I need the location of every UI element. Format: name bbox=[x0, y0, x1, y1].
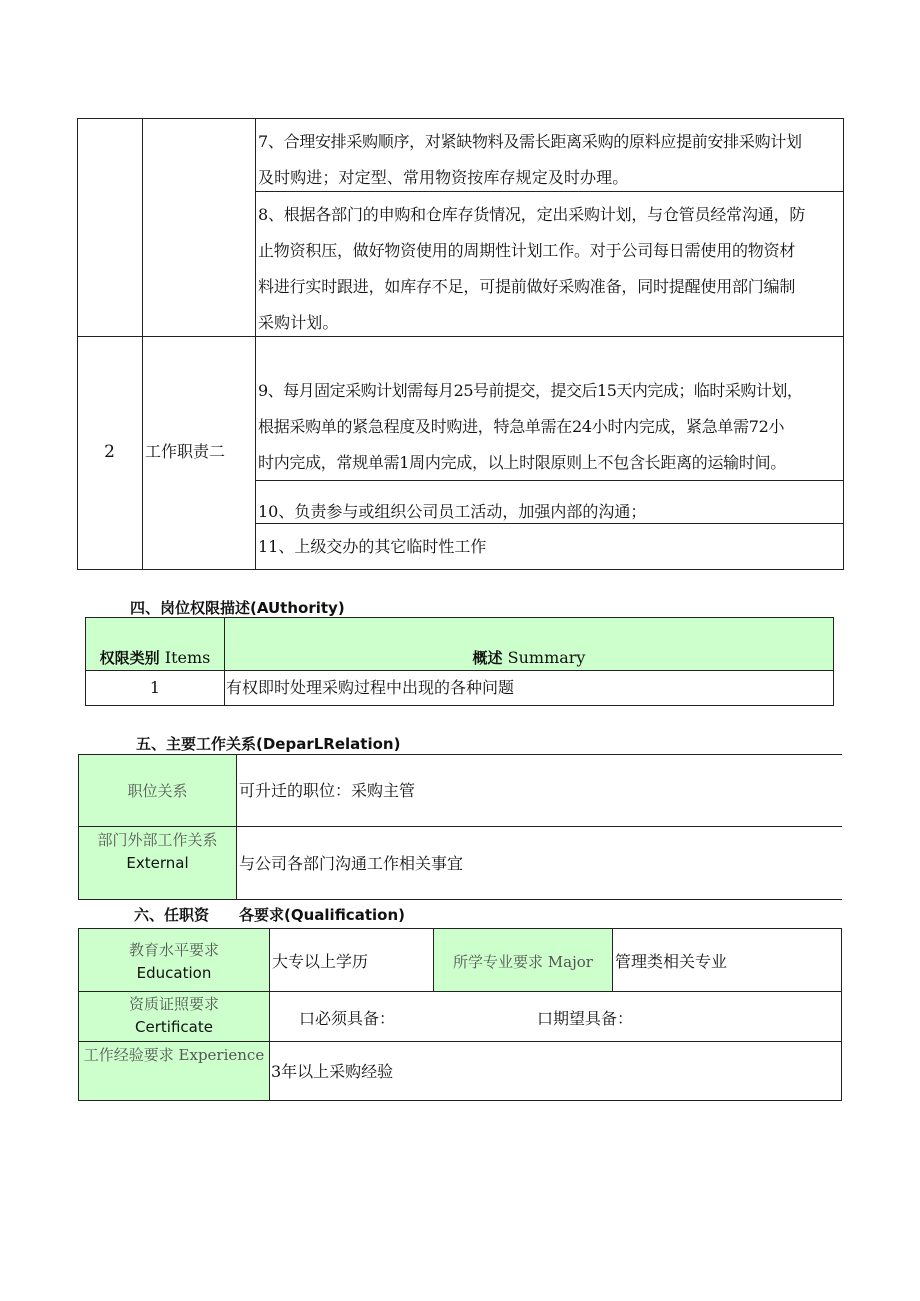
relation-label-external-en: External bbox=[126, 854, 189, 872]
duty-item-11: 11、上级交办的其它临时性工作 bbox=[258, 537, 487, 556]
education-label-cn: 教育水平要求 bbox=[128, 941, 219, 959]
authority-col-items: 权限类别 Items bbox=[99, 648, 211, 667]
authority-heading: 四、岗位权限描述(AUthority) bbox=[130, 599, 345, 617]
duty-item-10: 10、负责参与或组织公司员工活动，加强内部的沟通； bbox=[258, 502, 647, 521]
certificate-label-cn: 资质证照要求 bbox=[128, 995, 219, 1013]
authority-row-summary: 有权即时处理采购过程中出现的各种问题 bbox=[226, 678, 515, 697]
relations-heading: 五、主要工作关系(DeparLRelation) bbox=[136, 735, 401, 753]
duty-line: 8、根据各部门的申购和仓库存货情况，定出采购计划，与仓管员经常沟通，防 bbox=[258, 205, 806, 224]
duty-item-9 bbox=[258, 373, 844, 481]
qualification-heading-right: 各要求(Qualification) bbox=[239, 906, 405, 924]
row-category: 工作职责二 bbox=[145, 442, 226, 461]
duty-item-7 bbox=[258, 124, 844, 196]
qualification-heading-left: 六、任职资 bbox=[134, 906, 210, 924]
duty-line: 9、每月固定采购计划需每月25号前提交，提交后15天内完成；临时采购计划， bbox=[258, 381, 803, 400]
experience-label: 工作经验要求 Experience bbox=[83, 1046, 265, 1064]
authority-row-index: 1 bbox=[149, 678, 161, 697]
duty-line: 料进行实时跟进，如库存不足，可提前做好采购准备，同时提醒使用部门编制 bbox=[258, 277, 796, 296]
relation-value-external: 与公司各部门沟通工作相关事宜 bbox=[239, 854, 464, 873]
relation-value-position: 可升迁的职位：采购主管 bbox=[239, 781, 416, 800]
experience-value: 3年以上采购经验 bbox=[271, 1062, 394, 1081]
major-label: 所学专业要求 Major bbox=[453, 953, 593, 971]
relation-label-position: 职位关系 bbox=[127, 782, 188, 800]
certificate-required: 口必须具备： bbox=[299, 1009, 396, 1028]
education-value: 大专以上学历 bbox=[272, 952, 369, 971]
authority-col-summary: 概述 Summary bbox=[472, 648, 586, 667]
major-value: 管理类相关专业 bbox=[615, 952, 728, 971]
certificate-expected: 口期望具备： bbox=[537, 1009, 634, 1028]
row-number: 2 bbox=[104, 442, 115, 462]
duty-line: 根据采购单的紧急程度及时购进，特急单需在24小时内完成，紧急单需72小 bbox=[258, 417, 785, 436]
certificate-label-en: Certificate bbox=[135, 1018, 213, 1036]
duty-item-8 bbox=[258, 197, 844, 341]
duty-line: 7、合理安排采购顺序，对紧缺物料及需长距离采购的原料应提前安排采购计划 bbox=[258, 132, 802, 151]
duty-line: 止物资积压，做好物资使用的周期性计划工作。对于公司每日需使用的物资材 bbox=[258, 241, 796, 260]
education-label-en: Education bbox=[136, 964, 212, 982]
relation-label-external-cn: 部门外部工作关系 bbox=[97, 831, 218, 849]
duty-line: 采购计划。 bbox=[258, 313, 339, 332]
duty-line: 及时购进；对定型、常用物资按库存规定及时办理。 bbox=[258, 168, 629, 187]
duty-line: 时内完成，常规单需1周内完成，以上时限原则上不包含长距离的运输时间。 bbox=[258, 453, 786, 472]
